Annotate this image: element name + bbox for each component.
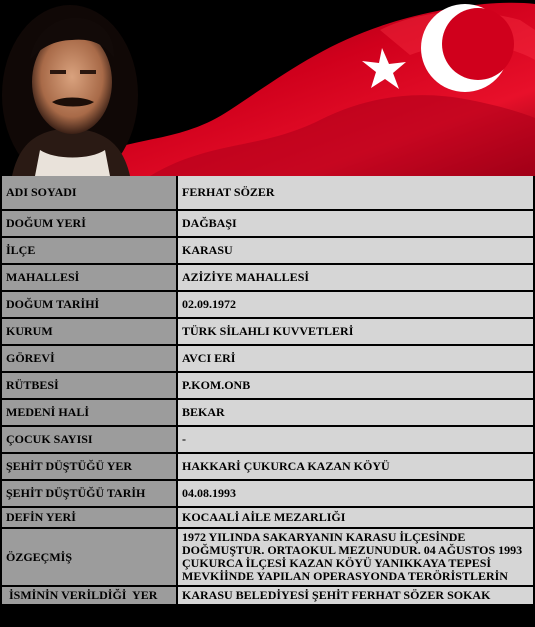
row-value: P.KOM.ONB [178, 373, 533, 398]
row-label: ÖZGEÇMİŞ [2, 529, 176, 585]
row-label: DEFİN YERİ [2, 508, 176, 527]
row-value: 04.08.1993 [178, 481, 533, 506]
table-row [2, 400, 533, 425]
table-row [2, 427, 533, 452]
row-label: GÖREVİ [2, 346, 176, 371]
row-value: FERHAT SÖZER [178, 176, 533, 209]
row-label: ADI SOYADI [2, 176, 176, 209]
table-row [2, 211, 533, 236]
row-value: DAĞBAŞI [178, 211, 533, 236]
row-value: AZİZİYE MAHALLESİ [178, 265, 533, 290]
table-row [2, 176, 533, 209]
header-banner [0, 0, 535, 176]
row-value: AVCI ERİ [178, 346, 533, 371]
row-value: HAKKARİ ÇUKURCA KAZAN KÖYÜ [178, 454, 533, 479]
row-value: BEKAR [178, 400, 533, 425]
flag-background [0, 0, 535, 176]
row-value: KARASU BELEDİYESİ ŞEHİT FERHAT SÖZER SOKAK [178, 587, 533, 604]
table-row [2, 508, 533, 527]
row-label: İSMİNİN VERİLDİĞİ YER [2, 587, 176, 604]
table-row [2, 319, 533, 344]
row-label: RÜTBESİ [2, 373, 176, 398]
row-label: MEDENİ HALİ [2, 400, 176, 425]
row-value: KARASU [178, 238, 533, 263]
row-label: ŞEHİT DÜŞTÜĞÜ YER [2, 454, 176, 479]
row-label: DOĞUM TARİHİ [2, 292, 176, 317]
table-row [2, 346, 533, 371]
row-value: KOCAALİ AİLE MEZARLIĞI [178, 508, 533, 527]
table-row [2, 481, 533, 506]
row-label: MAHALLESİ [2, 265, 176, 290]
row-value: TÜRK SİLAHLI KUVVETLERİ [178, 319, 533, 344]
table-row [2, 265, 533, 290]
table-row [2, 238, 533, 263]
table-row [2, 587, 533, 604]
row-value: - [178, 427, 533, 452]
table-row [2, 529, 533, 585]
row-label: ŞEHİT DÜŞTÜĞÜ TARİH [2, 481, 176, 506]
table-row [2, 292, 533, 317]
row-label: ÇOCUK SAYISI [2, 427, 176, 452]
table-row [2, 373, 533, 398]
row-value: 02.09.1972 [178, 292, 533, 317]
table-row [2, 454, 533, 479]
row-label: DOĞUM YERİ [2, 211, 176, 236]
row-value: 1972 YILINDA SAKARYANIN KARASU İLÇESİNDE DOĞMUŞTUR. ORTAOKUL MEZUNUDUR. 04 AĞUSTOS 1993 ÇUKURCA İLÇESİ KAZAN KÖYÜ YANIKKAYA TEPESİ MEVKİİNDE YAPILAN OPERASYONDA TERÖRİSTLERİN [178, 529, 533, 585]
row-label: KURUM [2, 319, 176, 344]
info-table [0, 174, 535, 606]
row-label: İLÇE [2, 238, 176, 263]
